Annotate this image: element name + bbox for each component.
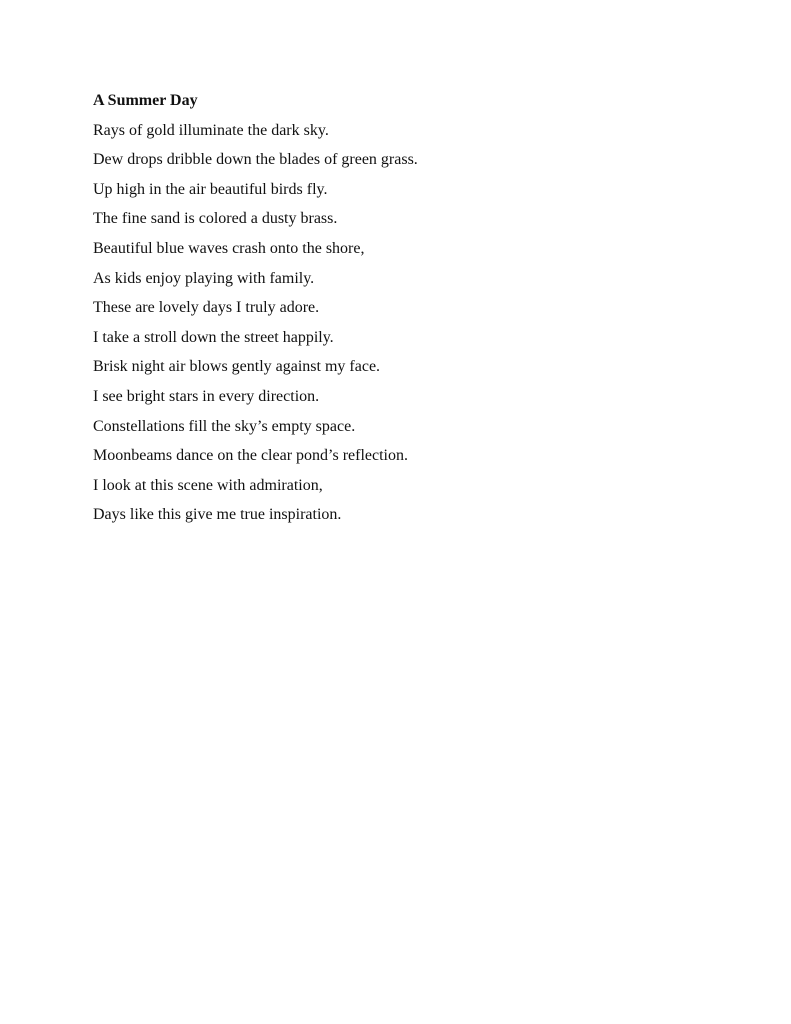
poem-line: Rays of gold illuminate the dark sky. (93, 121, 329, 139)
poem-line: Dew drops dribble down the blades of green grass. (93, 151, 418, 169)
poem-line: Beautiful blue waves crash onto the shore, (93, 239, 365, 257)
poem-line: Constellations fill the sky’s empty space. (93, 417, 356, 435)
poem-line: Days like this give me true inspiration. (93, 506, 342, 524)
poem-line: Brisk night air blows gently against my face. (93, 358, 381, 376)
poem-line: I look at this scene with admiration, (93, 476, 323, 494)
poem-line: As kids enjoy playing with family. (93, 269, 315, 287)
poem-line: The fine sand is colored a dusty brass. (93, 210, 338, 228)
poem-line: I see bright stars in every direction. (93, 387, 320, 405)
poem-line: Moonbeams dance on the clear pond’s reflection. (93, 447, 408, 465)
poem (93, 91, 693, 535)
poem-line: These are lovely days I truly adore. (93, 299, 320, 317)
poem-lines (93, 121, 693, 526)
poem-line: I take a stroll down the street happily. (93, 328, 334, 346)
poem-title: A Summer Day (93, 92, 198, 109)
poem-line: Up high in the air beautiful birds fly. (93, 180, 328, 198)
